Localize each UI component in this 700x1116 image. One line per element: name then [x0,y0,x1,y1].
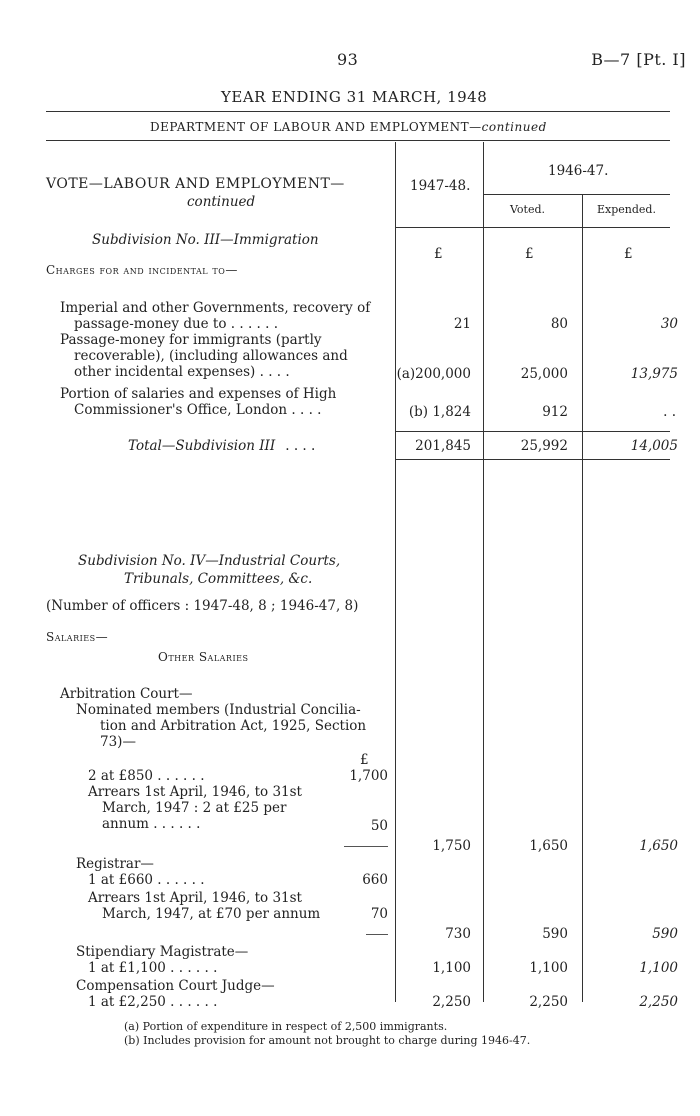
expended: . . [663,404,676,420]
judge-voted: 2,250 [529,994,568,1010]
nominated-members: Nominated members (Industrial Concilia- tion and Arbitration Act, 1925, Section 73)— [76,702,367,750]
magistrate-rate: 1 at £1,100 . . . . . . [88,960,218,976]
item-high-commissioner: Portion of salaries and expenses of High Commissioner's Office, London . . . . [60,386,337,418]
rule [395,431,670,432]
total-voted: 25,992 [520,438,568,454]
rule [46,140,670,141]
currency: £ [525,246,534,262]
est-1947: 21 [453,316,471,332]
subdivision-4-title: Subdivision No. IV—Industrial Courts, [78,553,341,569]
registrar-arrears-amount: 70 [370,906,388,922]
expended: 13,975 [630,366,678,382]
voted: 80 [550,316,568,332]
col-1947-header: 1947-48. [410,178,471,194]
currency: £ [624,246,633,262]
voted: 912 [542,404,568,420]
subdivision-4-title-cont: Tribunals, Committees, &c. [124,571,313,587]
charges-heading: Charges for and incidental to— [46,263,238,277]
arbitration-court: Arbitration Court— [60,686,193,702]
judge-est: 2,250 [432,994,471,1010]
vote-continued: continued [187,194,256,210]
members-amount: 1,700 [349,768,388,784]
total-expended: 14,005 [630,438,678,454]
other-salaries-heading: Other Salaries [158,650,249,664]
rule [483,194,670,195]
magistrate-est: 1,100 [432,960,471,976]
total-subdivision-3: Total—Subdivision III . . . . [128,438,316,454]
subtotal-rule [366,934,388,935]
subtotal-rule [344,846,388,847]
footnote-a: (a) Portion of expenditure in respect of 2,500 immigrants. [124,1020,448,1033]
est-1947: (b) 1,824 [408,404,471,420]
footnote-b: (b) Includes provision for amount not brought to charge during 1946-47. [124,1034,531,1047]
magistrate-voted: 1,100 [529,960,568,976]
rule [46,111,670,112]
members-rate: 2 at £850 . . . . . . [88,768,205,784]
col-voted-header: Voted. [510,203,546,216]
pound-sign: £ [360,752,369,768]
column-rule [395,142,396,1002]
members-est: 1,750 [432,838,471,854]
stipendiary-magistrate: Stipendiary Magistrate— [76,944,249,960]
page-reference: B—7 [Pt. I] [591,50,686,69]
magistrate-expended: 1,100 [639,960,678,976]
col-1946-header: 1946-47. [548,163,609,179]
officers-count: (Number of officers : 1947-48, 8 ; 1946-47, 8) [46,598,359,614]
registrar-est: 730 [445,926,471,942]
item-passage-money: Passage-money for immigrants (partly recoverable), (including allowances and other incidental expenses) . . . . [60,332,348,380]
members-arrears: Arrears 1st April, 1946, to 31st March, 1947 : 2 at £25 per annum . . . . . . [88,784,302,832]
vote-title: VOTE—LABOUR AND EMPLOYMENT— [46,176,345,192]
rule [395,459,670,460]
page-number: 93 [337,50,359,69]
item-recovery-passage: Imperial and other Governments, recovery of passage-money due to . . . . . . [60,300,371,332]
est-1947: (a)200,000 [396,366,471,382]
department-title: DEPARTMENT OF LABOUR AND EMPLOYMENT—continued [150,120,547,134]
members-expended: 1,650 [639,838,678,854]
salaries-heading: Salaries— [46,630,109,644]
col-expended-header: Expended. [597,203,656,216]
arrears-amount: 50 [370,818,388,834]
members-voted: 1,650 [529,838,568,854]
expended: 30 [660,316,678,332]
registrar: Registrar— [76,856,154,872]
judge-rate: 1 at £2,250 . . . . . . [88,994,218,1010]
judge-expended: 2,250 [639,994,678,1010]
registrar-arrears: Arrears 1st April, 1946, to 31st March, 1947, at £70 per annum [88,890,321,922]
voted: 25,000 [520,366,568,382]
registrar-amount: 660 [362,872,388,888]
compensation-court-judge: Compensation Court Judge— [76,978,275,994]
year-title: YEAR ENDING 31 MARCH, 1948 [221,88,488,106]
registrar-voted: 590 [542,926,568,942]
total-est: 201,845 [415,438,471,454]
rule [395,227,670,228]
column-rule [483,142,484,1002]
registrar-expended: 590 [652,926,678,942]
subdivision-3-title: Subdivision No. III—Immigration [92,232,319,248]
currency: £ [434,246,443,262]
registrar-rate: 1 at £660 . . . . . . [88,872,205,888]
